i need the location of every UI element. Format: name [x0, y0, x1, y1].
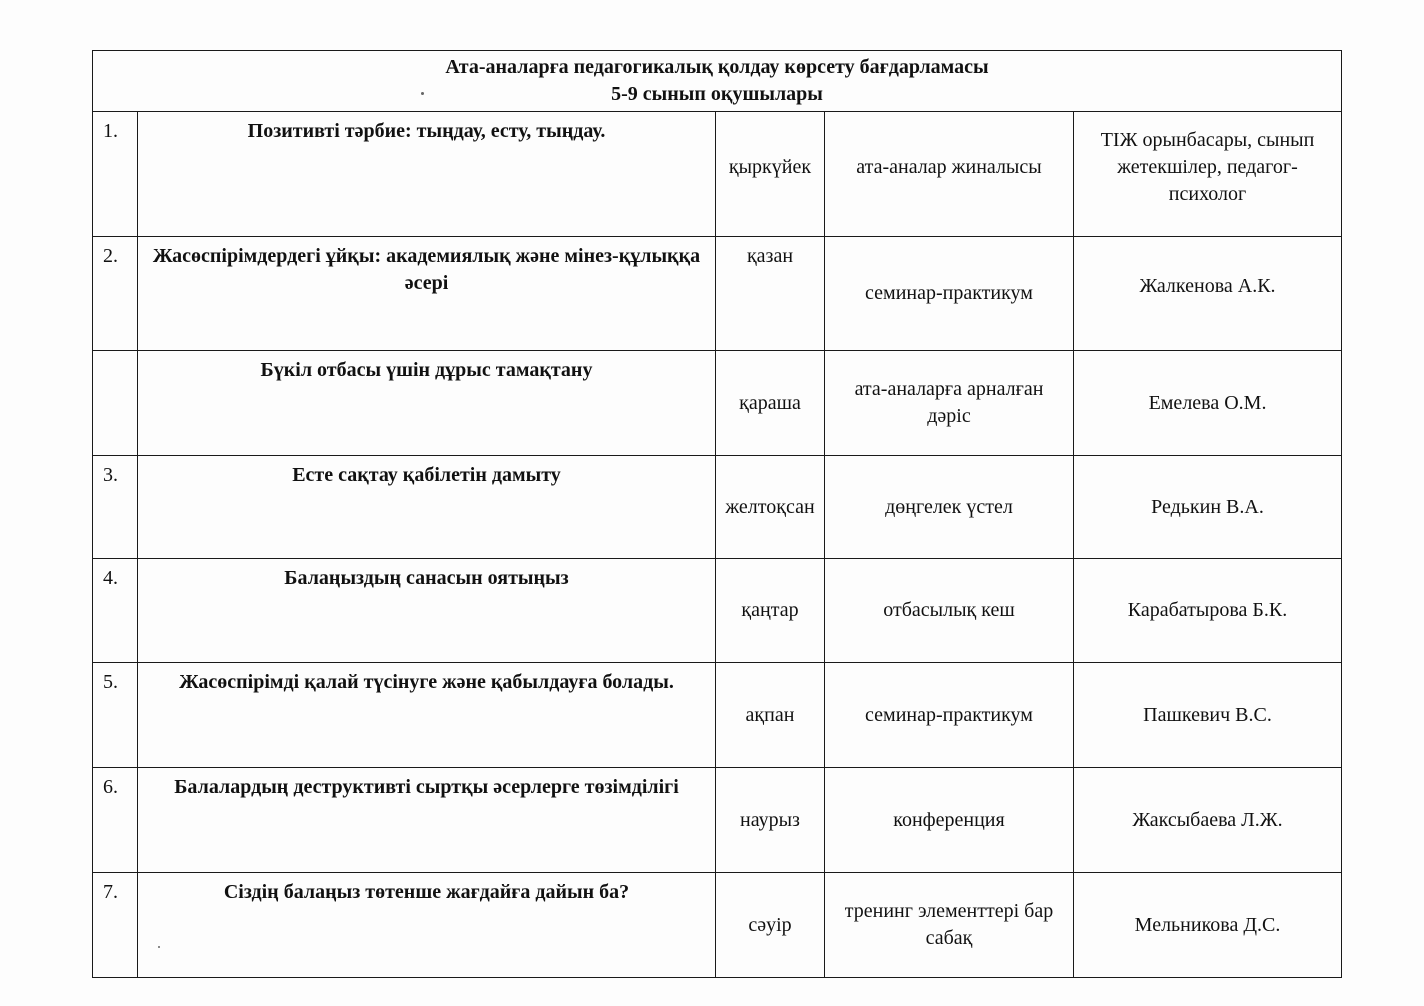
table-row: [93, 237, 1342, 351]
row-form: семинар-практикум: [825, 237, 1074, 351]
row-responsible: Мельникова Д.С.: [1074, 873, 1342, 978]
row-topic: Позитивті тәрбие: тыңдау, есту, тыңдау.: [138, 112, 716, 237]
row-responsible: Редькин В.А.: [1074, 456, 1342, 559]
table-row: [93, 768, 1342, 873]
row-number: 3.: [93, 456, 138, 559]
table-row: [93, 351, 1342, 456]
row-form: дөңгелек үстел: [825, 456, 1074, 559]
title-line-1: Ата-аналарға педагогикалық қолдау көрсету бағдарламасы: [445, 56, 989, 78]
row-number: 1.: [93, 112, 138, 237]
row-topic: Бүкіл отбасы үшін дұрыс тамақтану: [138, 351, 716, 456]
row-number: 4.: [93, 559, 138, 663]
row-responsible: ТІЖ орынбасары, сынып жетекшілер, педагог-психолог: [1074, 112, 1342, 237]
row-topic: Есте сақтау қабілетін дамыту: [138, 456, 716, 559]
row-responsible: Жалкенова А.К.: [1074, 237, 1342, 351]
programme-table: [92, 50, 1342, 978]
table-row: [93, 559, 1342, 663]
row-responsible: Емелева О.М.: [1074, 351, 1342, 456]
row-form: отбасылық кеш: [825, 559, 1074, 663]
row-month: наурыз: [716, 768, 825, 873]
row-number: 6.: [93, 768, 138, 873]
row-number: 2.: [93, 237, 138, 351]
row-responsible: Жаксыбаева Л.Ж.: [1074, 768, 1342, 873]
row-month: ақпан: [716, 663, 825, 768]
row-responsible: Карабатырова Б.К.: [1074, 559, 1342, 663]
table-row: [93, 112, 1342, 237]
title-row: [93, 51, 1342, 112]
row-topic: Сіздің балаңыз төтенше жағдайға дайын ба?: [138, 873, 716, 978]
row-month: қазан: [716, 237, 825, 351]
row-form: тренинг элементтері бар сабақ: [825, 873, 1074, 978]
row-topic: Жасөспірімдердегі ұйқы: академиялық және мінез-құлыққа әсері: [138, 237, 716, 351]
row-month: қаңтар: [716, 559, 825, 663]
table-row: [93, 873, 1342, 978]
row-number: 7.: [93, 873, 138, 978]
row-form: ата-аналарға арналған дәріс: [825, 351, 1074, 456]
row-month: желтоқсан: [716, 456, 825, 559]
row-month: сәуір: [716, 873, 825, 978]
row-number: 5.: [93, 663, 138, 768]
row-form: ата-аналар жиналысы: [825, 112, 1074, 237]
row-topic: Балаңыздың санасын оятыңыз: [138, 559, 716, 663]
row-month: қараша: [716, 351, 825, 456]
table-row: [93, 663, 1342, 768]
row-topic: Балалардың деструктивті сыртқы әсерлерге төзімділігі: [138, 768, 716, 873]
table-row: [93, 456, 1342, 559]
title-line-2: 5-9 сынып оқушылары: [611, 83, 823, 105]
row-form: конференция: [825, 768, 1074, 873]
table-title: [93, 51, 1342, 112]
row-topic: Жасөспірімді қалай түсінуге және қабылдауға болады.: [138, 663, 716, 768]
row-month: қыркүйек: [716, 112, 825, 237]
row-responsible: Пашкевич В.С.: [1074, 663, 1342, 768]
row-number: [93, 351, 138, 456]
row-form: семинар-практикум: [825, 663, 1074, 768]
